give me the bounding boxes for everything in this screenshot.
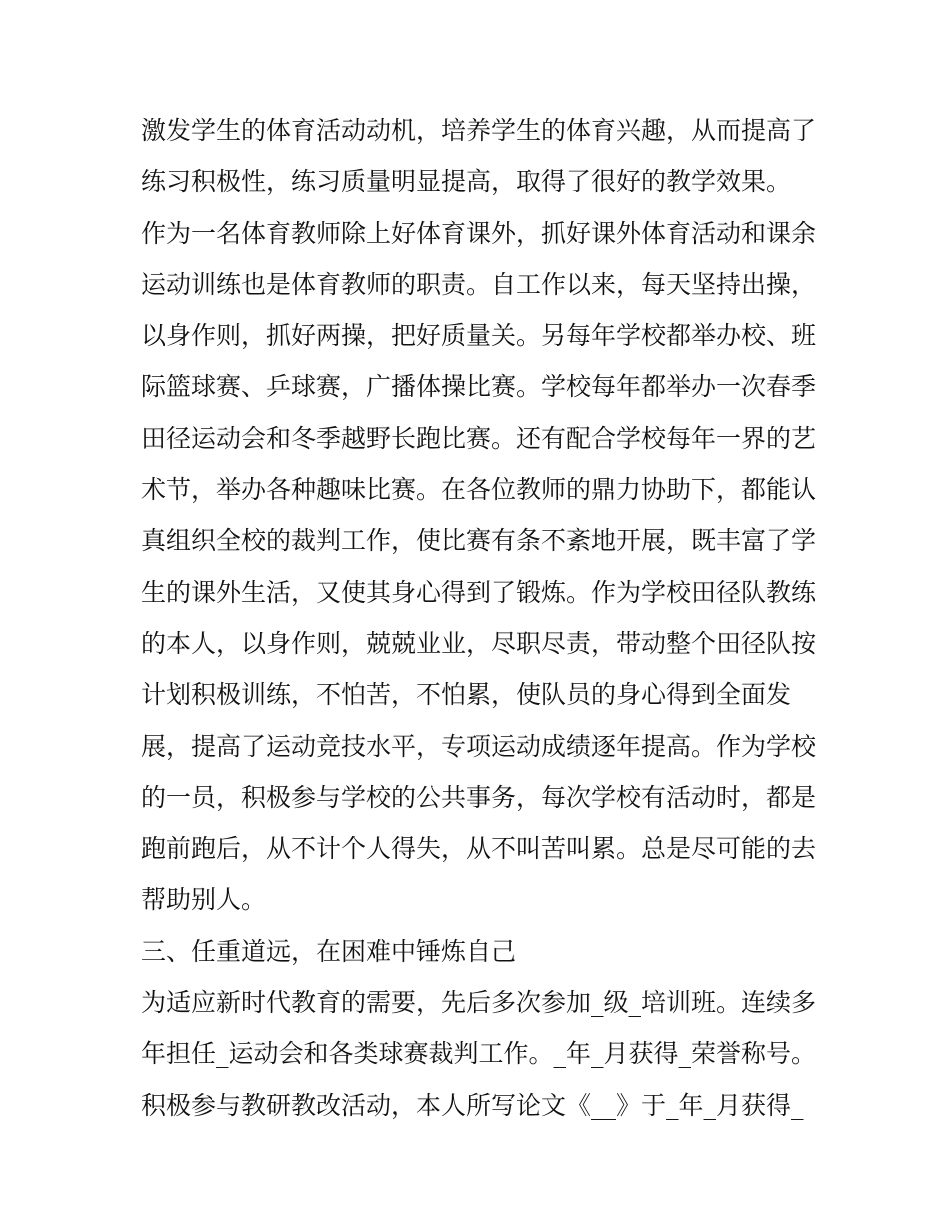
text-line: 以身作则，抓好两操，把好质量关。另每年学校都举办校、班 xyxy=(141,321,817,351)
text-line: 计划积极训练，不怕苦，不怕累，使队员的身心得到全面发 xyxy=(141,680,792,710)
text-line: 积极参与教研教改活动，本人所写论文《__》于_年_月获得_ xyxy=(141,1090,804,1120)
text-line: 年担任_运动会和各类球赛裁判工作。_年_月获得_荣誉称号。 xyxy=(141,1039,817,1069)
text-line: 田径运动会和冬季越野长跑比赛。还有配合学校每年一界的艺 xyxy=(141,423,817,453)
text-line: 术节，举办各种趣味比赛。在各位教师的鼎力协助下，都能认 xyxy=(141,475,817,505)
text-line: 的本人，以身作则，兢兢业业，尽职尽责，带动整个田径队按 xyxy=(141,628,817,658)
text-line: 真组织全校的裁判工作，使比赛有条不紊地开展，既丰富了学 xyxy=(141,526,817,556)
text-line: 为适应新时代教育的需要，先后多次参加_级_培训班。连续多 xyxy=(141,988,817,1018)
text-line: 练习积极性，练习质量明显提高，取得了很好的教学效果。 xyxy=(141,167,792,197)
section-heading: 三、任重道远，在困难中锤炼自己 xyxy=(141,936,517,966)
text-line: 激发学生的体育活动动机，培养学生的体育兴趣，从而提高了 xyxy=(141,116,817,145)
text-line: 作为一名体育教师除上好体育课外，抓好课外体育活动和课余 xyxy=(141,218,817,248)
text-line: 运动训练也是体育教师的职责。自工作以来，每天坚持出操， xyxy=(141,269,817,299)
text-line: 跑前跑后，从不计个人得失，从不叫苦叫累。总是尽可能的去 xyxy=(141,834,817,864)
body-text xyxy=(141,105,821,1131)
text-line: 际篮球赛、乒球赛，广播体操比赛。学校每年都举办一次春季 xyxy=(141,372,817,402)
text-line: 展，提高了运动竞技水平，专项运动成绩逐年提高。作为学校 xyxy=(141,731,817,761)
text-line: 生的课外生活，又使其身心得到了锻炼。作为学校田径队教练 xyxy=(141,577,817,607)
text-line: 的一员，积极参与学校的公共事务，每次学校有活动时，都是 xyxy=(141,782,817,812)
text-line: 帮助别人。 xyxy=(141,885,267,915)
